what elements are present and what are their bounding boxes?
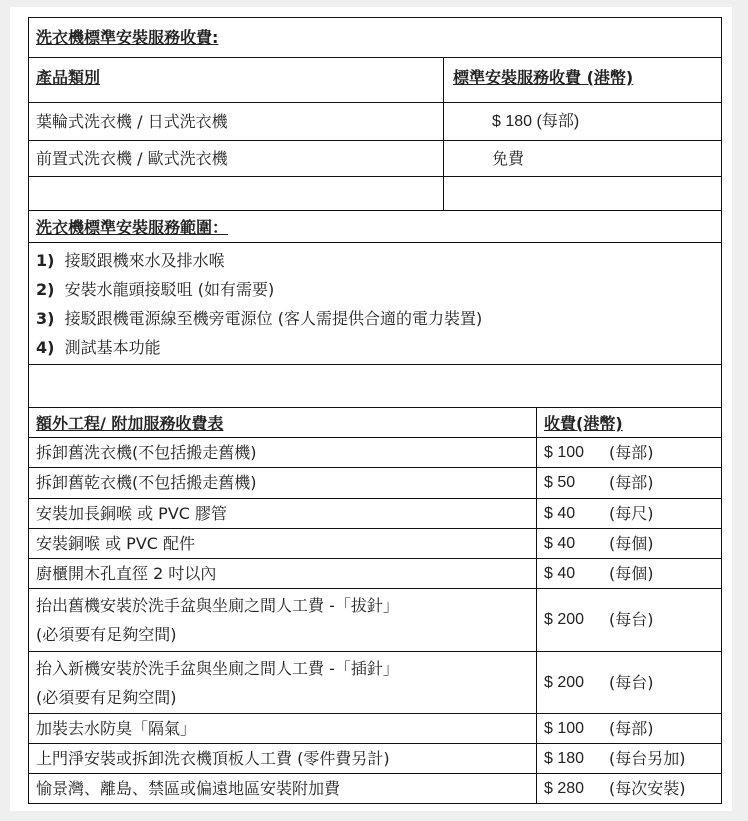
extra-item: 愉景灣、離島、禁區或偏遠地區安裝附加費 bbox=[36, 779, 341, 798]
extra-price: $ 180 bbox=[544, 750, 585, 767]
extra-unit: (每部) bbox=[609, 719, 654, 738]
extra-unit: (每台另加) bbox=[609, 749, 686, 768]
install-header-row bbox=[29, 58, 721, 103]
table-row bbox=[29, 714, 721, 744]
empty-row bbox=[29, 365, 721, 408]
extras-header: 額外工程/ 附加服務收費表 bbox=[36, 414, 224, 433]
table-row bbox=[29, 438, 721, 468]
table-row bbox=[29, 652, 721, 714]
extra-price: $ 100 bbox=[544, 720, 585, 737]
extra-unit: (每部) bbox=[609, 473, 654, 492]
extra-item: 安裝銅喉 或 PVC 配件 bbox=[36, 534, 196, 553]
extras-header-row bbox=[29, 408, 721, 438]
table-row bbox=[29, 559, 721, 589]
extra-item-note: (必須要有足夠空間) bbox=[36, 688, 177, 707]
table-row bbox=[29, 774, 721, 803]
extra-unit: (每個) bbox=[609, 564, 654, 583]
list-item: 4) 測試基本功能 bbox=[36, 338, 161, 357]
install-fee: $ 180 (每部) bbox=[492, 113, 580, 130]
extra-item: 拆卸舊洗衣機(不包括搬走舊機) bbox=[36, 443, 257, 462]
extra-unit: (每部) bbox=[609, 443, 654, 462]
table-row bbox=[29, 103, 721, 141]
scope-title-row bbox=[29, 211, 721, 243]
extra-price: $ 200 bbox=[544, 611, 585, 628]
scope-list bbox=[29, 243, 721, 365]
table-row bbox=[29, 468, 721, 499]
list-item: 1) 接駁跟機來水及排水喉 bbox=[36, 251, 225, 270]
extra-item: 安裝加長銅喉 或 PVC 膠管 bbox=[36, 504, 228, 523]
fee-header: 標準安裝服務收費 (港幣) bbox=[453, 68, 634, 87]
extra-item: 加裝去水防臭「隔氣」 bbox=[36, 719, 197, 738]
extra-item-note: (必須要有足夠空間) bbox=[36, 625, 177, 644]
extra-item: 抬入新機安裝於洗手盆與坐廁之間人工費 -「插針」 bbox=[36, 659, 399, 678]
list-item: 3) 接駁跟機電源線至機旁電源位 (客人需提供合適的電力裝置) bbox=[36, 309, 483, 328]
extra-item: 上門淨安裝或拆卸洗衣機頂板人工費 (零件費另計) bbox=[36, 749, 390, 768]
extra-unit: (每台) bbox=[609, 673, 654, 692]
extra-price: $ 100 bbox=[544, 444, 585, 461]
extra-item: 拆卸舊乾衣機(不包括搬走舊機) bbox=[36, 473, 257, 492]
install-fee: 免費 bbox=[492, 149, 525, 168]
extra-price: $ 40 bbox=[544, 535, 576, 552]
product-name: 前置式洗衣機 / 歐式洗衣機 bbox=[36, 149, 228, 168]
scope-title: 洗衣機標準安裝服務範圍： bbox=[36, 218, 229, 237]
title-row bbox=[29, 18, 721, 58]
extra-price: $ 280 bbox=[544, 780, 585, 797]
extra-price: $ 40 bbox=[544, 565, 576, 582]
list-item: 2) 安裝水龍頭接駁咀 (如有需要) bbox=[36, 280, 275, 299]
extra-item: 廚櫃開木孔直徑 2 吋以內 bbox=[36, 564, 217, 583]
extra-unit: (每次安裝) bbox=[609, 779, 686, 798]
extra-unit: (每尺) bbox=[609, 504, 654, 523]
product-name: 葉輪式洗衣機 / 日式洗衣機 bbox=[36, 112, 228, 131]
table-row bbox=[29, 744, 721, 774]
extra-unit: (每台) bbox=[609, 610, 654, 629]
fee-table bbox=[28, 17, 722, 804]
extra-unit: (每個) bbox=[609, 534, 654, 553]
extra-price: $ 50 bbox=[544, 474, 576, 491]
table-row bbox=[29, 529, 721, 559]
extras-price-header: 收費(港幣) bbox=[544, 414, 623, 433]
table-row bbox=[29, 589, 721, 652]
table-row bbox=[29, 499, 721, 529]
document-sheet bbox=[10, 7, 732, 811]
extra-price: $ 40 bbox=[544, 505, 576, 522]
product-header: 產品類別 bbox=[36, 68, 101, 87]
extra-item: 抬出舊機安裝於洗手盆與坐廁之間人工費 -「拔針」 bbox=[36, 596, 399, 615]
empty-row bbox=[29, 177, 721, 211]
extra-price: $ 200 bbox=[544, 674, 585, 691]
page-title: 洗衣機標準安裝服務收費: bbox=[36, 28, 219, 47]
table-row bbox=[29, 141, 721, 177]
